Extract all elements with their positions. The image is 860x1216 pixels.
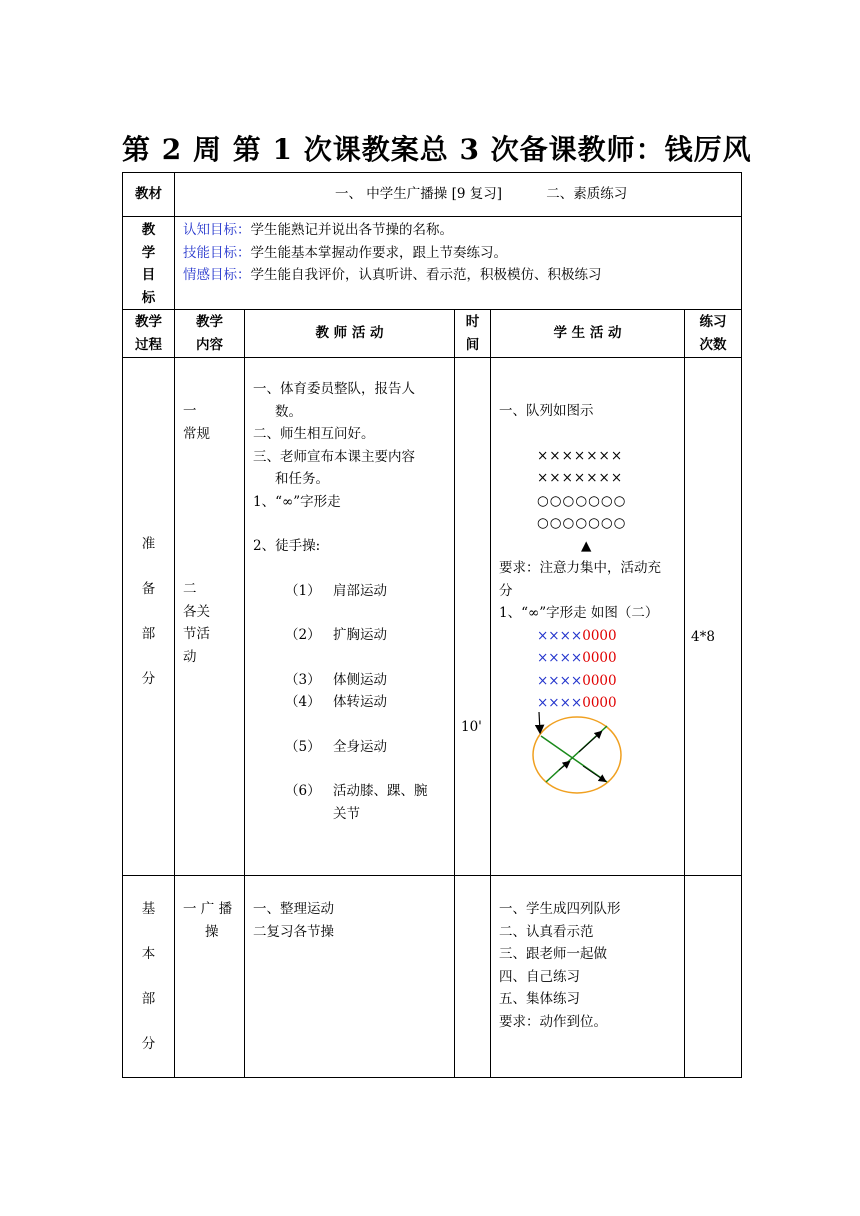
- exercise-1: （1） 肩部运动: [285, 582, 387, 599]
- prep-teacher-activities: 一、体育委员整队，报告人 数。 二、师生相互问好。 三、老师宣布本课主要内容 和任务。 1、“∞”字形走 2、徒手操: （1） 肩部运动 （2） 扩胸运动 （3） 体侧运动 （4） 体转运动 （5） 全身运动 （6） 活动膝、踝、腕 关节: [245, 358, 455, 876]
- prep-row: [123, 358, 742, 876]
- figure-eight-walk-diagram: [521, 710, 627, 800]
- header-content: 教学 内容: [175, 310, 245, 358]
- arrow-up: [559, 762, 569, 770]
- basic-count: [685, 876, 742, 1078]
- exercise-5: （5） 全身运动: [285, 738, 387, 755]
- exercise-3: （3） 体侧运动: [285, 671, 387, 688]
- arrow-down: [583, 766, 605, 781]
- entry-arrow: [539, 712, 540, 732]
- lesson-plan-table: [122, 172, 742, 1078]
- arrow-up-2: [579, 732, 601, 752]
- walk-formation: ××××0000 ××××0000 ××××0000 ××××0000: [537, 627, 617, 711]
- prep-count: 4*8: [685, 358, 742, 876]
- material-label: 教材: [123, 173, 175, 217]
- basic-teacher-activities: 一、整理运动 二复习各节操: [245, 876, 455, 1078]
- formation-diagram: ××××××× ××××××× ○○○○○○○ ○○○○○○○ ▲: [499, 445, 684, 558]
- exercise-4: （4） 体转运动: [285, 694, 387, 710]
- prep-content-1: 一 常规: [183, 403, 210, 442]
- material-content: [175, 173, 742, 217]
- objectives-label: 教 学 目 标: [123, 217, 175, 310]
- objectives-content: [175, 217, 742, 310]
- prep-section-label: 准 备 部 分: [123, 358, 175, 876]
- table-header-row: [123, 310, 742, 358]
- prep-content-2: 二 各关 节活 动: [183, 581, 210, 665]
- prep-time: 10': [455, 358, 491, 876]
- page-title: 第 2 周 第 1 次课教案总 3 次备课教师：钱厉风: [122, 133, 752, 166]
- exercise-2: （2） 扩胸运动: [285, 627, 387, 643]
- header-time: 时 间: [455, 310, 491, 358]
- exercise-6: （6） 活动膝、踝、腕: [285, 783, 428, 799]
- basic-row: [123, 876, 742, 1078]
- objective-skill: 技能目标：学生能基本掌握动作要求，跟上节奏练习。: [183, 244, 507, 261]
- objectives-row: [123, 217, 742, 310]
- material-row: [123, 173, 742, 217]
- header-student: 学 生 活 动: [491, 310, 685, 358]
- objective-cognitive: 认知目标：学生能熟记并说出各节操的名称。: [183, 222, 453, 238]
- prep-content: [175, 358, 245, 876]
- basic-student-activities: 一、学生成四列队形 二、认真看示范 三、跟老师一起做 四、自己练习 五、集体练习 要求：动作到位。: [491, 876, 685, 1078]
- teacher-triangle-icon: ▲: [581, 537, 592, 554]
- prep-student-activities: 一、队列如图示 ××××××× ××××××× ○○○○○○○ ○○○○○○○ ▲ 要求：注意力集中，活动充 分 1、“∞”字形走 如图（二） ××××0000 ××××0000 ××××0000 ××××0000: [491, 358, 685, 876]
- header-count: 练习 次数: [685, 310, 742, 358]
- basic-content: 一 广 播 操: [175, 876, 245, 1078]
- header-process: 教学 过程: [123, 310, 175, 358]
- header-teacher: 教 师 活 动: [245, 310, 455, 358]
- material-item-2: 二、素质练习: [546, 186, 628, 203]
- material-item-1: 一、 中学生广播操 [9 复习]: [335, 186, 502, 203]
- basic-time: [455, 876, 491, 1078]
- basic-section-label: 基 本 部 分: [123, 876, 175, 1078]
- objective-affect: 情感目标：学生能自我评价，认真听讲、看示范，积极模仿、积极练习: [183, 267, 602, 283]
